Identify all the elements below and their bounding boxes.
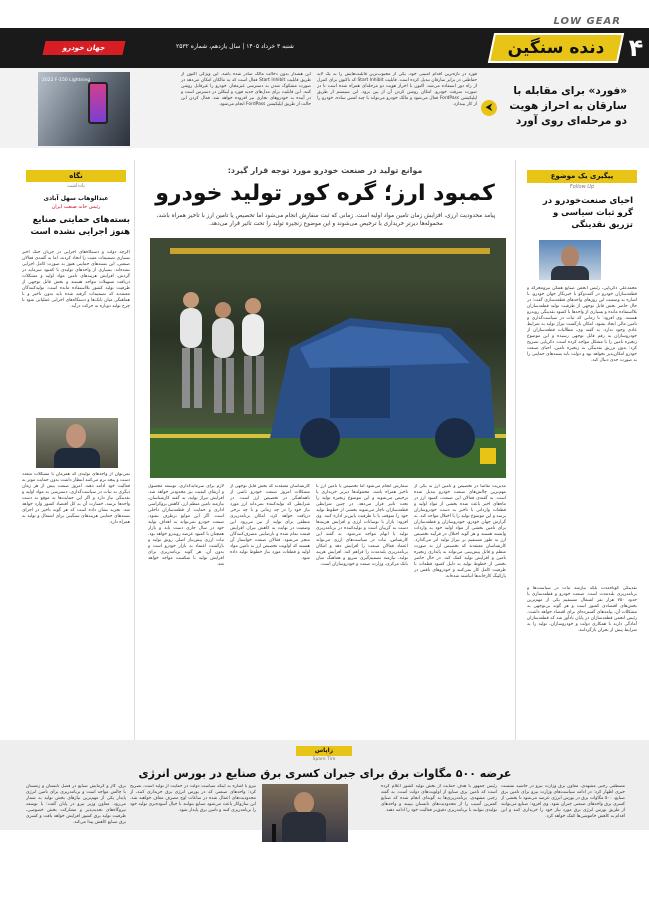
microphone	[272, 824, 276, 842]
page-number: ۴	[628, 34, 644, 62]
bottom-col-4: برق، گاز و گرمایش صنایع در فصل تابستان و زمستان با چالش مواجه است و برنامه‌ریزی برای تامین انرژی پایدار یکی از مهم‌ترین نیازهای بخش تولید به شمار می‌رود. معاون وزیر نیرو در پایان گفت: با توسعه نیروگاه‌های تجدیدپذیر و مشارکت بخش خصوصی، ظرفیت تولید برق کشور افزایش خواهد یافت و کسری برق صنایع کاهش پیدا می‌کند.	[26, 784, 126, 825]
factory-photo	[150, 238, 506, 478]
left-headline: بسته‌های حمایتی صنایع هنوز اجرایی نشده است	[30, 215, 130, 237]
portrait-head	[561, 246, 579, 268]
brand-wordmark: LOW GEAR	[553, 16, 621, 27]
bottom-col-2: رئیس جمهور با هدف حمایت از بخش تولید کشور اعلام کرده است که تامین برق صنایع از اولویت‌های دولت است. به گفته رجبی مشهدی، برنامه‌ریزی‌ها به گونه‌ای انجام شده که صنایع کمترین آسیب را از محدودیت‌های تابستان ببینند و واحدهای تولیدی بتوانند با برنامه‌ریزی دقیق‌تر فعالیت خود را ادامه دهند.	[381, 784, 497, 813]
right-body-b: نقدینگی کوتاه‌مدت بلکه نیازمند ثبات در سیاست‌ها و برنامه‌ریزی بلندمدت است. صنعت خودرو و قطعه‌سازی با حدود ۷۵۰ هزار نفر اشتغال مستقیم یکی از مهم‌ترین بخش‌های اقتصادی کشور است و هر گونه بی‌توجهی به مشکلات آن، پیامدهای گسترده‌ای برای اقتصاد خواهد داشت. رئیس انجمن قطعه‌سازان در پایان یادآور شد که قطعه‌سازان آمادگی دارند با همکاری دولت و خودروسازان، تولید را به شرایط پیش از بحران بازگردانند.	[527, 586, 637, 633]
speaker-head	[294, 792, 314, 814]
right-portrait	[539, 240, 601, 280]
bottom-section-sub: Spare Tire	[312, 757, 336, 762]
left-body-b: نمی‌توان از واحدهای تولیدی که همزمان با مشکلات متعدد دست و پنجه نرم می‌کنند انتظار داشت بدون حمایت موثر به فعالیت خود ادامه دهند. امروز صنعت بیش از هر زمان دیگری به ثبات در سیاست‌گذاری، دسترسی به مواد اولیه و نقدینگی نیاز دارد و اگر این حمایت‌ها به موقع به دست واحدها نرسد، خسارت آن به کل اقتصاد کشور وارد خواهد شد. تجربه نشان داده است که هر گونه تاخیر در اجرای بسته‌های حمایتی هزینه‌های سنگینی برای اشتغال و تولید به همراه دارد.	[22, 472, 130, 525]
speaker-body	[282, 812, 326, 842]
main-lead: پیامد محدودیت ارزی، افزایش زمان تامین مواد اولیه است. زمانی که ثبت سفارش انجام می‌شود اما تخصیص یا تامین ارز با تاخیر همراه باشد، محموله‌ها دیرتر خریداری یا ترخیص می‌شوند و این موضوع زنجیره تولید را تحت تاثیر قرار می‌دهد.	[156, 213, 496, 227]
top-story-body: فورد در تازه‌ترین اقدام امنیتی خود، یکی از محبوب‌ترین قابلیت‌هایش را به یک لایه حفاظتی در برابر سارقان تبدیل کرده است. قابلیت Start Inhibit که تاکنون برای کنترل از راه دور استفاده می‌شد، اکنون با احراز هویت دو مرحله‌ای همراه شده است تا در صورت سرقت خودرو، امکان روشن کردن آن از بین برود. این سیستم از طریق اپلیکیشن FordPass فعال می‌شود و مالک خودرو می‌تواند با چند لمس ساده، خودرو را از کار بیندازد.	[317, 72, 477, 107]
arrow-icon: ⮜	[481, 100, 497, 116]
left-author-role: رئیس خانه صنعت ایران	[51, 204, 101, 210]
left-body: اگرچه دولت و دستگاه‌های اجرایی در جریان جنگ اخیر بسیاری تصمیمات مثبت را اتخاذ کردند، اما به گفته‌ی فعالان صنعتی، این بسته‌های حمایتی هنوز به صورت کامل اجرایی نشده‌اند. بسیاری از واحدهای تولیدی با کمبود سرمایه در گردش، افزایش هزینه‌های تامین مواد اولیه و مشکلات دریافت تسهیلات مواجه هستند و بخش قابل توجهی از ظرفیت تولید کشور بلااستفاده مانده است. تولیدکنندگان معتقدند که تصمیمات گرفته شده باید بدون تاخیر و با هماهنگی میان بانک‌ها و دستگاه‌های اجرایی عملیاتی شود تا چرخ تولید دوباره به حرکت درآید.	[22, 250, 130, 309]
phone-photo	[38, 72, 130, 146]
bottom-col-3: نیرو با اشاره به اینکه سیاست دولت در حمایت از تولید است، تصریح کرد: واحدهای صنعتی که در بورس انرژی برق خریداری کنند، از محدودیت‌های اعمال شده در ساعات اوج مصرف معاف خواهند شد. این سازوکار باعث می‌شود صنایع بتوانند با خیال آسوده‌تری تولید خود را برنامه‌ریزی کنند و تامین برق پایدار شود.	[130, 784, 256, 813]
phone-caption: 2022 F-150 Lightning	[42, 78, 91, 83]
bottom-col-1: مصطفی رجبی مشهدی، معاون برق وزارت نیرو در حاشیه نشست خبری اظهار کرد: در ادامه سیاست‌های وزارت نیرو برای تامین برق صنایع، ۵۰۰ مگاوات برق در بورس انرژی عرضه می‌شود تا بخشی از کسری برق واحدهای صنعتی جبران شود. وی افزود: صنایع می‌توانند از طریق بورس انرژی برق مورد نیاز خود را خریداری کنند و این اقدام به کاهش خاموشی‌ها کمک خواهد کرد.	[501, 784, 625, 819]
bottom-headline: عرضه ۵۰۰ مگاوات برق برای جبران کسری برق صنایع در بورس انرژی	[138, 767, 512, 780]
publication-logo: جهان خودرو	[43, 41, 126, 55]
top-story-headline: «فورد» برای مقابله با سارقان به احراز هویت دو مرحله‌ای روی آورد	[509, 85, 627, 127]
top-story-body-b: این هشدار بدون دخالت مالک صادر شده باشد. این ویژگی اکنون از طریق قابلیت Start Inhibit فعال است که به مالکان امکان می‌دهد در صورت مشکوک شدن به دسترسی غیرمجاز، خودرو را غیرقابل روشن کنند. این قابلیت برای مدل‌های جدید فورد و لینکلن در دسترس است و در آینده به خودروهای تجاری نیز افزوده خواهد شد. فعال کردن این حالت از طریق اپلیکیشن FordPass انجام می‌شود.	[181, 72, 311, 107]
main-col-1: مدیریت تقاضا در تخصیص و تامین ارز به یکی از مهم‌ترین چالش‌های صنعت خودرو تبدیل شده است. به گفته‌ی فعالان این صنعت، کمبود ارز در ماه‌های اخیر باعث شده بخشی از مواد اولیه و قطعات وارداتی با تاخیر به دست خودروسازان برسد و این موضوع تولید را با اختلال مواجه کند. به گزارش جهان خودرو، خودروسازان و قطعه‌سازان برای تامین بخشی از مواد اولیه خود به واردات وابسته هستند و هر گونه اختلال در فرآیند تخصیص ارز به طور مستقیم بر تیراژ تولید اثر می‌گذارد. کارشناسان معتقدند که تخصیص ارز به صورت منظم و قابل پیش‌بینی می‌تواند به پایداری زنجیره تامین و افزایش تولید کمک کند. در حال حاضر بخشی از خطوط تولید به دلیل کمبود قطعات با ظرفیت کامل کار نمی‌کنند و خودروهای ناقص در پارکینگ کارخانه‌ها انباشته شده‌اند.	[414, 484, 506, 579]
right-body: محمدعلی دکریاپی، رئیس انجمن صنایع همگن نیرومحرکه و قطعه‌سازان خودرو در گفت‌وگو با خبرنگار جهان خودرو، با اشاره به وضعیت این روزهای واحدهای قطعه‌سازی گفت: در حال حاضر بخش قابل توجهی از ظرفیت تولید قطعه‌سازان بلااستفاده مانده و بسیاری از واحدها با کمبود نقدینگی روبه‌رو هستند. وی افزود: تا زمانی که ثبات در سیاست‌گذاری و تامین مالی ایجاد نشود، امکان بازگشت تیراژ تولید به شرایط عادی وجود ندارد. به گفته وی، مطالبات قطعه‌سازان از خودروسازان به رقم قابل توجهی رسیده و این موضوع زنجیره تامین را با مشکل مواجه کرده است. دکریاپی تصریح کرد: بدون تزریق نقدینگی به زنجیره تامین، احیای صنعت خودرو امکان‌پذیر نخواهد بود و دولت باید بسته‌های حمایتی را به صورت جدی دنبال کند.	[527, 286, 637, 363]
portrait-body	[54, 448, 100, 468]
speaker-photo	[262, 784, 348, 842]
main-kicker: موانع تولید در صنعت خودرو مورد توجه قرار گیرد:	[227, 166, 423, 175]
main-headline: کمبود ارز؛ گره کور تولید خودرو	[155, 181, 495, 206]
left-author: عبدالوهاب سهل آبادی	[43, 195, 109, 202]
right-headline: احیای صنعت‌خودرو در گرو ثبات سیاسی و تزریق نقدینگی	[542, 196, 633, 230]
bottom-section-label: زاپاس	[296, 746, 352, 756]
left-column-divider	[134, 160, 135, 760]
issue-line: شنبه ۳ خرداد ۱۴۰۵ | سال یازدهم، شماره ۲۵۳۲	[176, 43, 294, 50]
section-logo: دنده سنگین	[488, 33, 624, 63]
factory-scene	[150, 238, 506, 478]
portrait-body	[551, 266, 589, 280]
main-col-3: کارشناسان معتقدند که بخش قابل توجهی از مشکلات امروز صنعت خودرو ناشی از ناهماهنگی در تخصیص ارز است. در شرایطی که تولیدکننده نمی‌داند ارز مورد نیاز خود را در چه زمانی و با چه نرخی دریافت خواهد کرد، امکان برنامه‌ریزی منطقی برای تولید از بین می‌رود. این وضعیت در نهایت به کاهش تیراژ، افزایش قیمت تمام شده و نارضایتی مصرف‌کنندگان منجر می‌شود. فعالان صنعت خواستار آن هستند که اولویت تخصیص ارز به تامین مواد اولیه و قطعات مورد نیاز خطوط تولید داده شود.	[230, 484, 310, 561]
left-section-sub: یادداشت	[67, 183, 85, 189]
main-col-4: لازم برای سرمایه‌گذاری، توسعه محصول و ارتقای کیفیت نیز محدودتر خواهد شد. افزایش تیراژ تولید، به گفته کارشناسان، نیازمند تامین منظم ارز، کاهش بروکراسی اداری و حمایت از قطعه‌سازان داخلی است. اگر این موانع برطرف نشود، صنعت خودرو نمی‌تواند به اهداف تولید خود در سال جاری دست یابد و بازار همچنان با کمبود عرضه روبه‌رو خواهد بود. ثبات ارزی پیش‌نیاز اصلی رونق تولید و بازگشت اعتماد به بازار خودرو است و بدون آن، هر گونه برنامه‌ریزی برای افزایش تولید با شکست مواجه خواهد شد.	[148, 484, 224, 567]
right-section-sub: Follow Up	[569, 184, 595, 190]
phone-screen	[88, 82, 108, 124]
right-column-divider	[515, 160, 516, 760]
right-section-label: پیگیری یک موضوع	[527, 170, 637, 183]
main-col-2: سفارش انجام می‌شود اما تخصیص یا تامین ارز با تاخیر همراه باشد، محموله‌ها دیرتر خریداری یا ترخیص می‌شوند و این موضوع زنجیره تولید را تحت تاثیر قرار می‌دهد. در چنین شرایطی قطعه‌سازان ناچار می‌شوند بخشی از خطوط تولید خود را متوقف یا با ظرفیت پایین‌تر اداره کنند. وی افزود: بازار با نوسانات ارزی و افزایش هزینه‌ها دست به گریبان است و تولیدکننده در برنامه‌ریزی تولید با ابهام مواجه می‌شود. به گفته این کارشناس، ثبات در سیاست‌های ارزی می‌تواند اعتماد فعالان صنعت را افزایش دهد و امکان برنامه‌ریزی بلندمدت را فراهم کند. افزایش هزینه تولید، نیازمند تصمیم‌گیری سریع و هماهنگ میان بانک مرکزی، وزارت صمت و خودروسازان است.	[316, 484, 408, 567]
left-portrait	[36, 418, 118, 468]
portrait-head	[66, 424, 86, 448]
left-section-label: نگاه	[26, 170, 126, 182]
